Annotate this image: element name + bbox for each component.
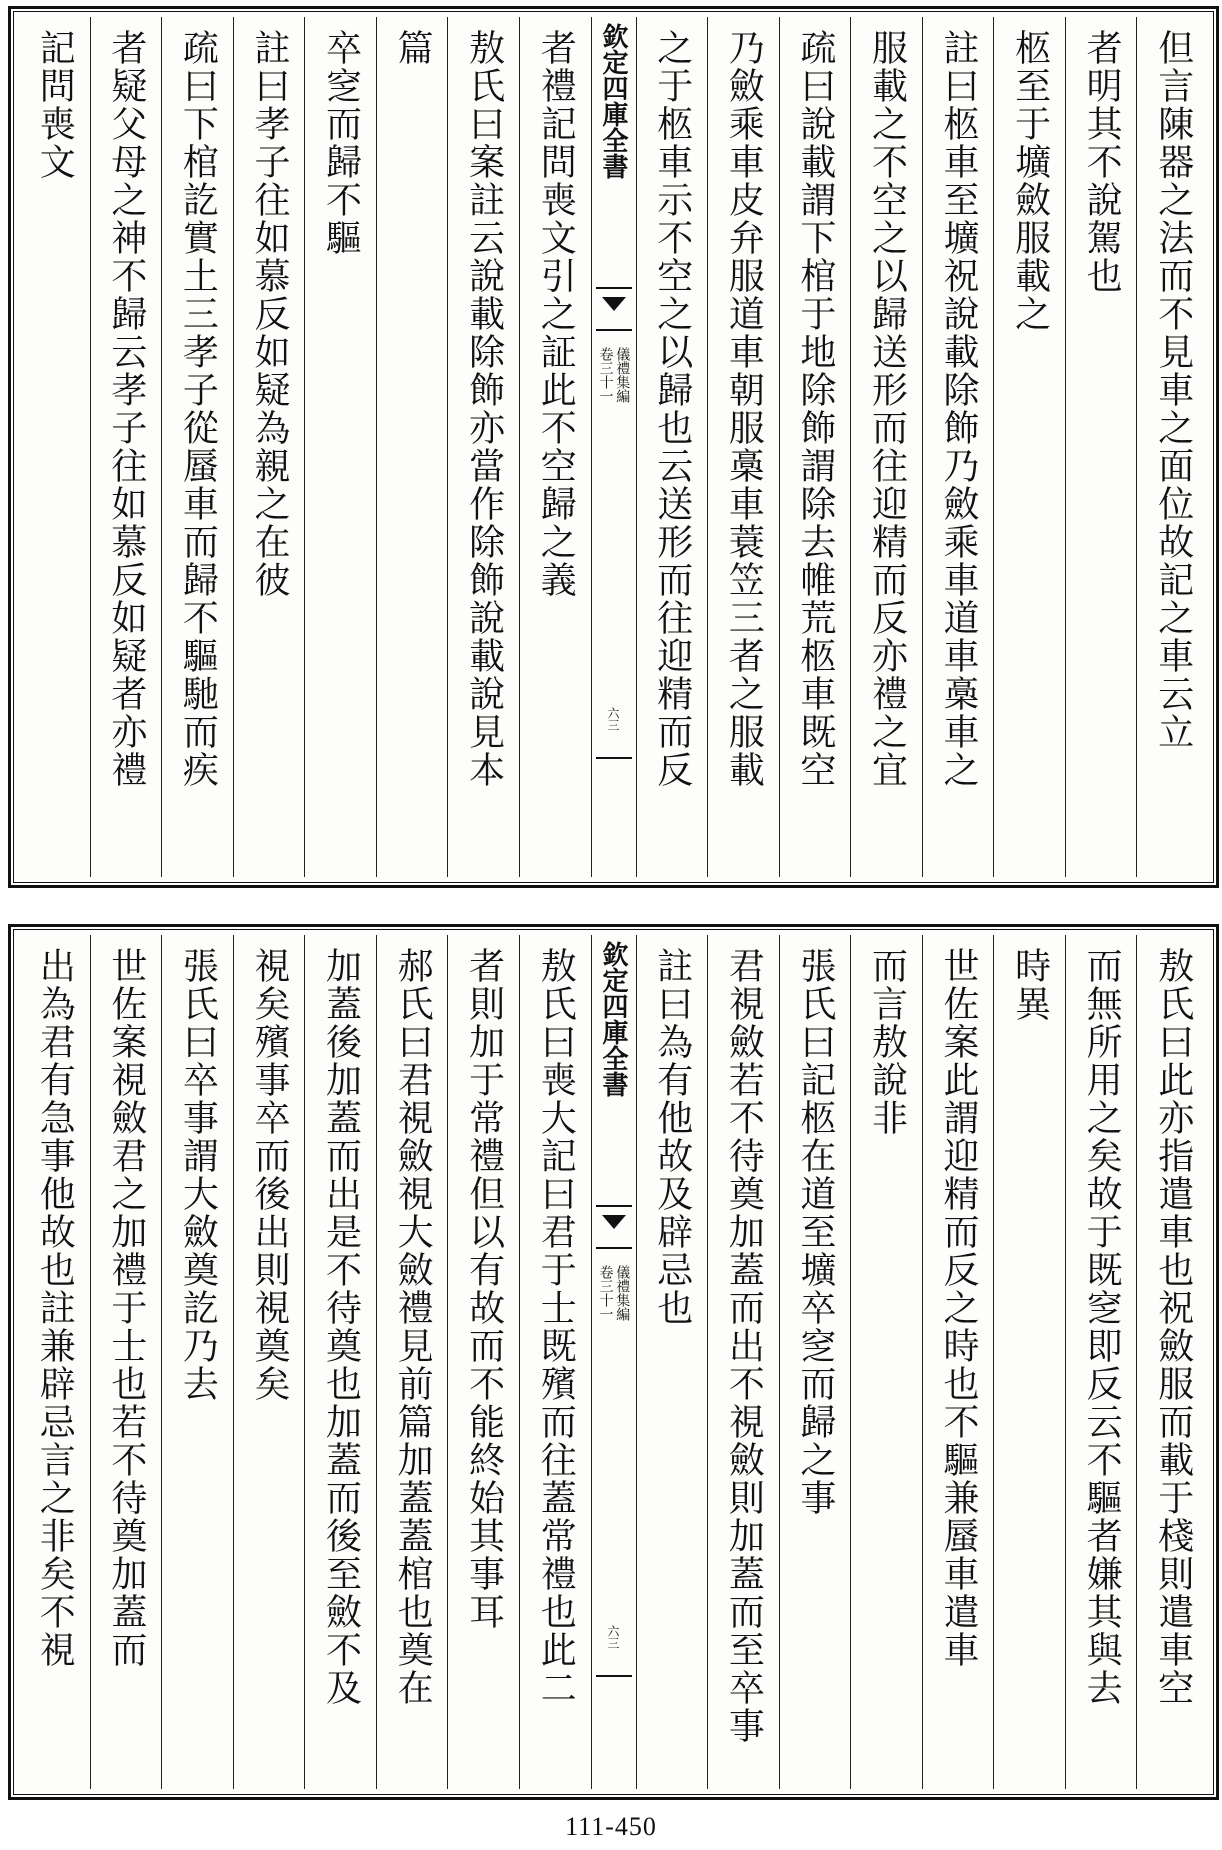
- text-column: [850, 935, 922, 1789]
- text-column: [90, 935, 162, 1789]
- column-text: 敖氏曰喪大記曰君于士既殯而往蓋常禮也此二: [535, 947, 577, 1707]
- gutter-book-title: 儀禮集編 卷三十一: [597, 1265, 631, 1321]
- text-column: [636, 17, 708, 877]
- text-column: [304, 935, 376, 1789]
- text-column: [993, 17, 1065, 877]
- text-column: [707, 17, 779, 877]
- gutter-title: 欽定四庫全書: [598, 941, 628, 1097]
- column-text: 乃斂乘車皮弁服道車朝服槀車蓑笠三者之服載: [723, 29, 765, 789]
- bottom-page-panel: [8, 924, 1219, 1800]
- text-column: [90, 17, 162, 877]
- column-text: 但言陳器之法而不見車之面位故記之車云立: [1152, 29, 1194, 751]
- column-text: 疏曰下棺訖實土三孝子從蜃車而歸不驅馳而疾: [177, 29, 219, 789]
- column-text: 服載之不空之以歸送形而往迎精而反亦禮之宜: [866, 29, 908, 789]
- text-column: [922, 17, 994, 877]
- text-column: [376, 935, 448, 1789]
- text-column: [1065, 935, 1137, 1789]
- column-text: 者疑父母之神不歸云孝子往如慕反如疑者亦禮: [105, 29, 147, 789]
- text-column: [447, 17, 519, 877]
- column-text: 視矣殯事卒而後出則視奠矣: [248, 947, 290, 1403]
- fish-tail-mark: [596, 287, 632, 331]
- column-text: 之于柩車示不空之以歸也云送形而往迎精而反: [651, 29, 693, 789]
- text-column: [376, 17, 448, 877]
- center-gutter: [591, 935, 636, 1789]
- gutter-folio: 六三: [606, 1625, 620, 1649]
- text-column: [233, 935, 305, 1789]
- column-text: 張氏曰卒事謂大斂奠訖乃去: [177, 947, 219, 1403]
- text-column: [707, 935, 779, 1789]
- gutter-book-title: 儀禮集編 卷三十一: [597, 347, 631, 403]
- column-text: 柩至于壙斂服載之: [1009, 29, 1051, 333]
- column-text: 者則加于常禮但以有故而不能終始其事耳: [463, 947, 505, 1631]
- text-column: [993, 935, 1065, 1789]
- gutter-folio: 六三: [606, 707, 620, 731]
- text-column: [636, 935, 708, 1789]
- text-column: [1065, 17, 1137, 877]
- text-column: [779, 17, 851, 877]
- column-text: 而無所用之矣故于既窆即反云不驅者嫌其與去: [1081, 947, 1123, 1707]
- bottom-text-columns: [19, 935, 1208, 1789]
- column-text: 而言敖說非: [866, 947, 908, 1137]
- column-text: 世佐案此謂迎精而反之時也不驅兼蜃車遣車: [938, 947, 980, 1669]
- text-column: [922, 935, 994, 1789]
- text-column: [19, 935, 90, 1789]
- column-text: 者禮記問喪文引之証此不空歸之義: [535, 29, 577, 599]
- column-text: 加蓋後加蓋而出是不待奠也加蓋而後至斂不及: [320, 947, 362, 1707]
- column-text: 註曰柩車至壙祝說載除飾乃斂乘車道車槀車之: [938, 29, 980, 789]
- column-text: 時異: [1009, 947, 1051, 1023]
- page-number: 111-450: [565, 1812, 657, 1841]
- column-text: 疏曰說載謂下棺于地除飾謂除去帷荒柩車既空: [794, 29, 836, 789]
- gutter-rule: [596, 1675, 632, 1677]
- text-column: [19, 17, 90, 877]
- column-text: 出為君有急事他故也註兼辟忌言之非矣不視: [34, 947, 76, 1669]
- text-column: [519, 935, 591, 1789]
- column-text: 者明其不說駕也: [1081, 29, 1123, 295]
- text-column: [233, 17, 305, 877]
- column-text: 註曰孝子往如慕反如疑為親之在彼: [248, 29, 290, 599]
- column-text: 君視斂若不待奠加蓋而出不視斂則加蓋而至卒事: [723, 947, 765, 1745]
- text-column: [304, 17, 376, 877]
- column-text: 註曰為有他故及辟忌也: [651, 947, 693, 1327]
- text-column: [161, 935, 233, 1789]
- text-column: [519, 17, 591, 877]
- column-text: 郝氏曰君視斂視大斂禮見前篇加蓋蓋棺也奠在: [392, 947, 434, 1707]
- text-column: [850, 17, 922, 877]
- text-column: [1136, 17, 1208, 877]
- gutter-title: 欽定四庫全書: [598, 23, 628, 179]
- column-text: 記問喪文: [34, 29, 76, 181]
- text-column: [1136, 935, 1208, 1789]
- top-text-columns: [19, 17, 1208, 877]
- top-page-panel: [8, 6, 1219, 888]
- fish-tail-mark: [596, 1205, 632, 1249]
- column-text: 世佐案視斂君之加禮于士也若不待奠加蓋而: [105, 947, 147, 1669]
- column-text: 敖氏曰此亦指遣車也祝斂服而載于棧則遣車空: [1152, 947, 1194, 1707]
- text-column: [161, 17, 233, 877]
- column-text: 卒窆而歸不驅: [320, 29, 362, 257]
- text-column: [779, 935, 851, 1789]
- column-text: 篇: [392, 29, 434, 67]
- gutter-rule: [596, 757, 632, 759]
- column-text: 敖氏曰案註云說載除飾亦當作除飾說載說見本: [463, 29, 505, 789]
- column-text: 張氏曰記柩在道至壙卒窆而歸之事: [794, 947, 836, 1517]
- text-column: [447, 935, 519, 1789]
- center-gutter: [591, 17, 636, 877]
